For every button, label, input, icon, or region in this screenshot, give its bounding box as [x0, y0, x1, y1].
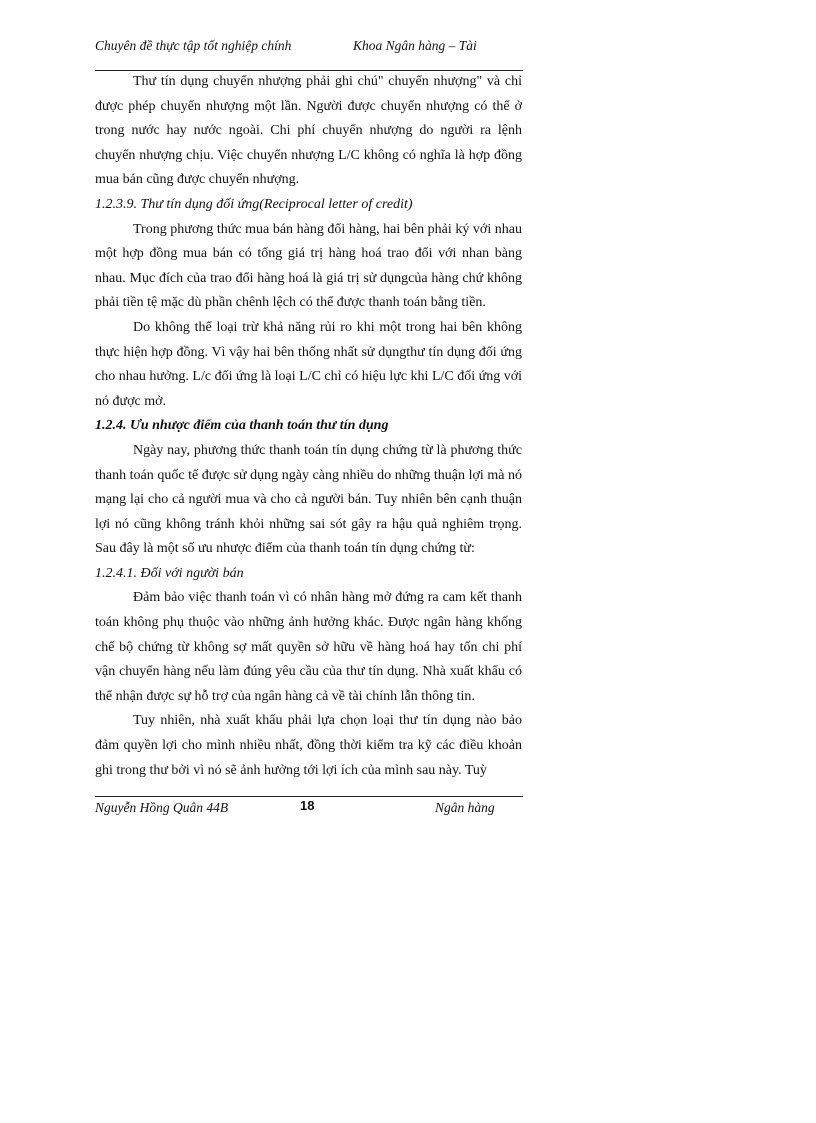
paragraph-seller-advantages: Đảm bảo việc thanh toán vì có nhân hàng mở đứng ra cam kết thanh toán không phụ thuộc vào những ảnh hưởng khác. Được ngân hàng khống chế bộ chứng từ không sợ mất quyền sở hữu về hàng hoá hay tốn chi phí vận chuyển hàng nếu làm đúng yêu cầu của thư tín dụng. Nhà xuất khẩu có thể nhận được sự hỗ trợ của ngân hàng cả về tài chính lẫn thông tin. — [95, 590, 522, 704]
paragraph-reciprocal-lc: Do không thể loại trừ khả năng rủi ro khi một trong hai bên không thực hiện hợp đồng. Vì vậy hai bên thống nhất sử dụngthư tín dụng đối ứng cho nhau hưởng. L/c đối ứng là loại L/C chỉ có hiệu lực khi L/C đối ứng với nó được mở. — [95, 319, 522, 409]
header-faculty: Khoa Ngân hàng – Tài — [353, 38, 477, 53]
section-heading-1-2-4-1: 1.2.4.1. Đối với người bán — [95, 565, 244, 581]
paragraph-seller-caveats: Tuy nhiên, nhà xuất khẩu phải lựa chọn loại thư tín dụng nào bảo đảm quyền lợi cho mình nhiều nhất, đồng thời kiểm tra kỹ các điều khoản ghi trong thư bởi vì nó sẽ ảnh hưởng tới lợi ích của mình sau này. Tuỳ — [95, 713, 522, 778]
paragraph-barter-trade: Trong phương thức mua bán hàng đổi hàng, hai bên phải ký với nhau một hợp đồng mua bán có tổng giá trị hàng hoá trao đổi với nhan bàng nhau. Mục đích của trao đổi hàng hoá là giá trị sử dụngcủa hàng chứ không phải tiền tệ mặc dù phần chênh lệch có thể được thanh toán bằng tiền. — [95, 221, 522, 311]
page-number: 18 — [300, 798, 315, 813]
footer-divider — [95, 796, 523, 797]
paragraph-transferable-lc: Thư tín dụng chuyển nhượng phải ghi chú" chuyển nhượng" và chỉ được phép chuyển nhượng một lần. Người được chuyển nhượng có thể ở trong nước hay nước ngoài. Chi phí chuyển nhượng do người ra lệnh chuyển nhượng chịu. Việc chuyển nhượng L/C không có nghĩa là hợp đồng mua bán cũng được chuyển nhượng. — [95, 74, 522, 188]
document-body — [95, 70, 522, 783]
footer-author: Nguyễn Hồng Quân 44B — [95, 800, 229, 815]
paragraph-documentary-credit-intro: Ngày nay, phương thức thanh toán tín dụng chứng từ là phương thức thanh toán quốc tế được sử dụng ngày càng nhiều do những thuận lợi mà nó mạng lại cho cả người mua và cho cả người bán. Tuy nhiên bên cạnh thuận lợi nó cũng không tránh khỏi những sai sót gây ra hậu quả nghiêm trọng. Sau đây là một số ưu nhược điểm của thanh toán tín dụng chứng từ: — [95, 442, 522, 557]
section-heading-1-2-4: 1.2.4. Ưu nhược điểm của thanh toán thư tín dụng — [95, 418, 389, 434]
section-heading-1-2-3-9: 1.2.3.9. Thư tín dụng đối ứng(Reciprocal letter of credit) — [95, 196, 413, 212]
footer-department: Ngân hàng — [435, 800, 495, 815]
header-document-title: Chuyên đề thực tập tốt nghiệp chính — [95, 38, 292, 53]
